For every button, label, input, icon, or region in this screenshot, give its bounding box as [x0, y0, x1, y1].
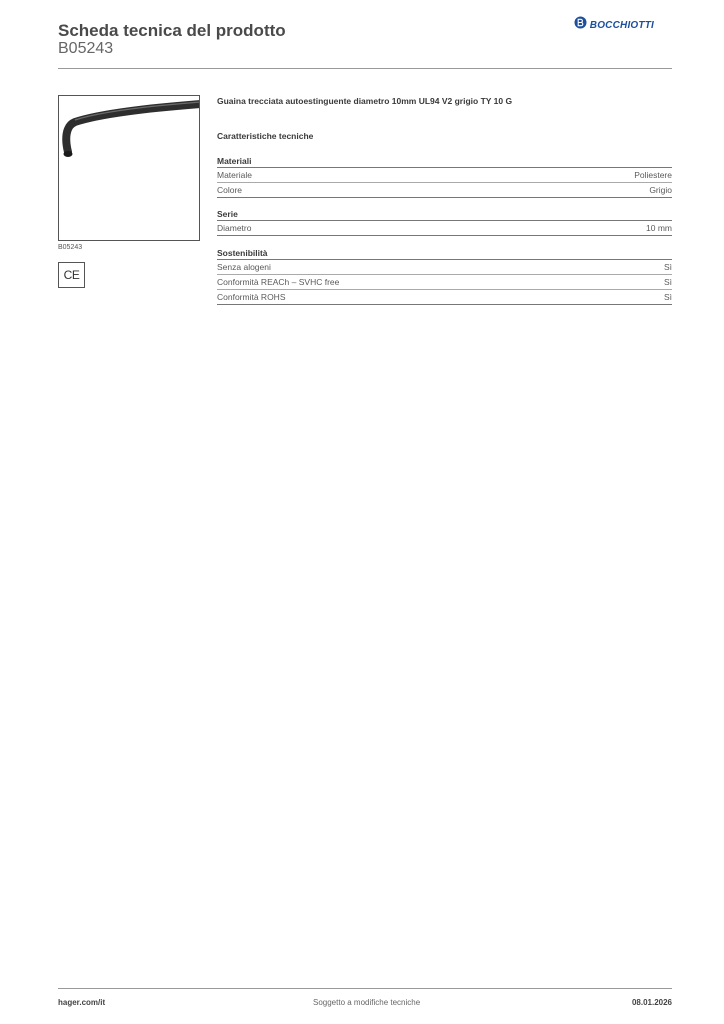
spec-row — [217, 168, 672, 183]
spec-value: 10 mm — [646, 223, 672, 233]
spec-label: Colore — [217, 185, 243, 195]
brand-name: BOCCHIOTTI — [589, 19, 654, 31]
spec-value: Grigio — [649, 185, 672, 195]
footer-divider — [58, 988, 672, 989]
spec-row — [217, 290, 672, 305]
section-materiali — [217, 156, 672, 198]
image-caption: B05243 — [58, 244, 83, 251]
section-heading: Serie — [217, 209, 672, 221]
bocchiotti-logo-icon — [574, 16, 587, 34]
spec-row — [217, 183, 672, 198]
section-heading: Sostenibilità — [217, 248, 672, 260]
spec-value: Sì — [663, 292, 672, 302]
product-image — [58, 95, 200, 241]
spec-label: Materiale — [217, 170, 252, 180]
spec-value: Poliestere — [634, 170, 672, 180]
page-title: Scheda tecnica del prodotto — [58, 21, 286, 40]
section-serie — [217, 209, 672, 236]
brand-logo — [574, 16, 654, 34]
specs-title: Caratteristiche tecniche — [217, 131, 314, 141]
section-heading: Materiali — [217, 156, 672, 168]
footer-date: 08.01.2026 — [631, 998, 672, 1007]
spec-row — [217, 275, 672, 290]
spec-row — [217, 260, 672, 275]
spec-label: Conformità ROHS — [217, 292, 286, 302]
footer-note: Soggetto a modifiche tecniche — [313, 998, 421, 1007]
footer-site-link[interactable]: hager.com/it — [58, 998, 106, 1007]
product-code: B05243 — [58, 40, 114, 57]
header-divider — [58, 68, 672, 69]
spec-label: Diametro — [217, 223, 252, 233]
spec-label: Conformità REACh – SVHC free — [217, 277, 340, 287]
product-description: Guaina trecciata autoestinguente diametro 10mm UL94 V2 grigio TY 10 G — [217, 96, 513, 106]
ce-mark-icon: CE — [58, 262, 85, 288]
spec-label: Senza alogeni — [217, 262, 271, 272]
spec-value: Sì — [663, 277, 672, 287]
section-sostenibilita — [217, 248, 672, 305]
spec-row — [217, 221, 672, 236]
spec-value: Sì — [663, 262, 672, 272]
